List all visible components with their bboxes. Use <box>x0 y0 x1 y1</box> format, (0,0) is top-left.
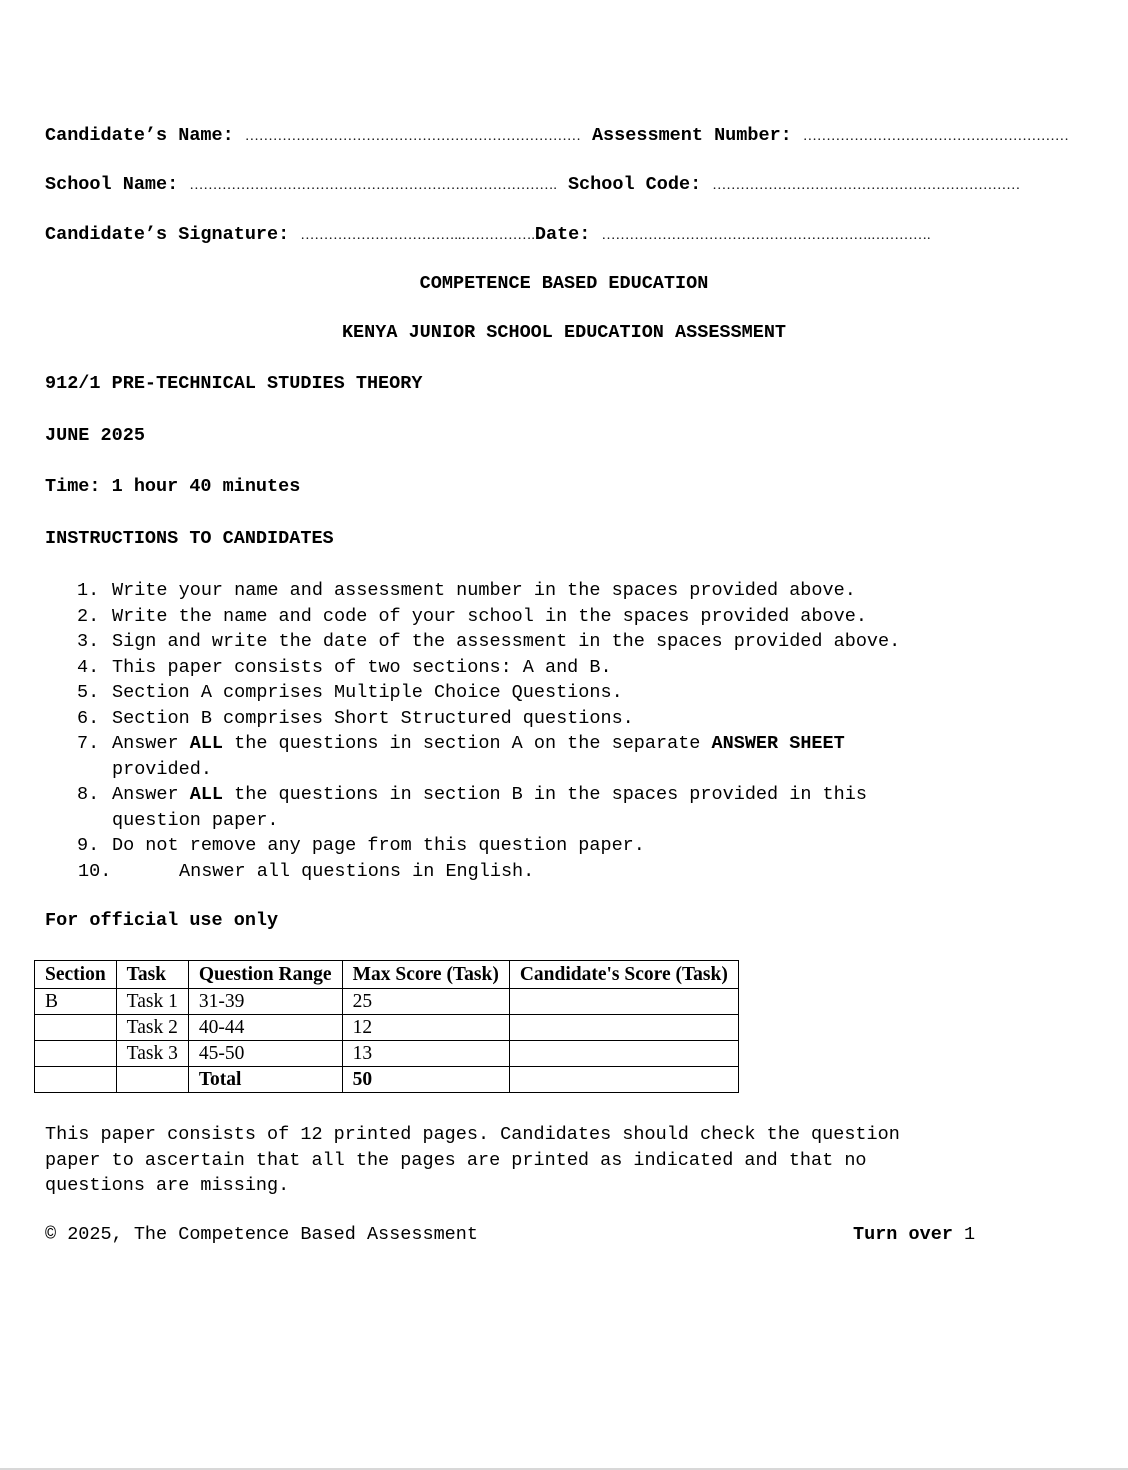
instruction-number: 8. <box>77 784 100 805</box>
instruction-emphasis: ALL <box>189 733 224 754</box>
instruction-emphasis: ALL <box>189 784 224 805</box>
candidate-name-label: Candidate’s Name: <box>45 125 234 146</box>
instruction-text: Write the name and code of your school in the spaces provided above. <box>112 605 867 627</box>
score-table-header <box>35 961 739 989</box>
instruction-number: 3. <box>77 631 100 652</box>
turn-over-label: Turn over <box>853 1224 953 1245</box>
instruction-text: Sign and write the date of the assessment in the spaces provided above. <box>112 631 901 652</box>
score-entry-cell[interactable] <box>509 1015 738 1041</box>
instruction-text: Do not remove any page from this question paper. <box>112 835 645 856</box>
title-competence: COMPETENCE BASED EDUCATION <box>419 273 709 294</box>
school-row <box>45 174 1020 197</box>
instruction-text: Answer <box>112 733 190 754</box>
official-use-heading: For official use only <box>45 910 279 931</box>
pages-note <box>45 1122 900 1199</box>
instruction-text: question paper. <box>112 809 279 831</box>
instruction-item <box>45 731 900 782</box>
candidate-name-field[interactable]: ……………………………………………………………… <box>244 129 581 144</box>
instruction-text: Answer all questions in English. <box>179 860 535 882</box>
instruction-number: 10. <box>78 860 112 882</box>
instruction-item <box>45 604 900 630</box>
table-cell <box>35 1067 117 1093</box>
table-row <box>35 1041 739 1067</box>
instruction-number: 6. <box>77 707 100 729</box>
table-row <box>35 989 739 1015</box>
table-row-total <box>35 1067 739 1093</box>
instruction-text: the questions in section B in the spaces provided in this <box>223 784 867 805</box>
instruction-text: the questions in section A on the separate <box>223 733 712 754</box>
table-cell: 40-44 <box>188 1015 342 1041</box>
instruction-number: 1. <box>77 580 100 601</box>
assessment-number-field[interactable]: ………………………………………………… <box>802 129 1069 144</box>
candidate-name-row <box>45 125 1069 148</box>
column-header: Max Score (Task) <box>342 961 509 989</box>
score-entry-cell[interactable] <box>509 1041 738 1067</box>
total-label: Total <box>188 1067 342 1093</box>
table-cell: 12 <box>342 1015 509 1041</box>
school-code-field[interactable]: ………………………………………………………… <box>712 178 1021 193</box>
table-cell: Task 2 <box>116 1015 188 1041</box>
column-header: Section <box>35 961 117 989</box>
turn-over-indicator <box>853 1224 975 1246</box>
date-field[interactable]: ………………………………………………….…………. <box>601 228 931 243</box>
instructions-heading: INSTRUCTIONS TO CANDIDATES <box>45 528 334 549</box>
school-name-label: School Name: <box>45 174 179 195</box>
copyright-notice: © 2025, The Competence Based Assessment <box>45 1224 478 1245</box>
instruction-item <box>45 706 900 732</box>
table-cell: B <box>35 989 117 1015</box>
table-cell: 13 <box>342 1041 509 1067</box>
instruction-text: This paper consists of two sections: A and B. <box>112 656 612 678</box>
instruction-number: 2. <box>77 605 100 627</box>
school-code-label: School Code: <box>567 174 702 195</box>
pages-note-line: This paper consists of 12 printed pages. Candidates should check the question <box>45 1124 900 1145</box>
signature-label: Candidate’s Signature: <box>45 224 290 245</box>
total-max-score: 50 <box>342 1067 509 1093</box>
title-kenya-assessment: KENYA JUNIOR SCHOOL EDUCATION ASSESSMENT <box>341 322 787 343</box>
instruction-item <box>45 578 900 604</box>
instruction-number: 9. <box>77 835 100 856</box>
page-number: 1 <box>964 1224 976 1245</box>
signature-row <box>45 224 930 247</box>
table-cell: 31-39 <box>188 989 342 1015</box>
score-table <box>34 960 739 1093</box>
instruction-number: 4. <box>77 656 100 678</box>
paper-date: JUNE 2025 <box>45 425 145 446</box>
signature-field[interactable]: ……………………………..……………. <box>300 228 535 243</box>
instruction-item <box>45 655 900 681</box>
instruction-item <box>45 859 900 885</box>
paper-code-title: 912/1 PRE-TECHNICAL STUDIES THEORY <box>45 373 423 394</box>
instruction-number: 5. <box>77 682 100 703</box>
instruction-item <box>45 680 900 706</box>
table-cell <box>35 1041 117 1067</box>
table-cell: 25 <box>342 989 509 1015</box>
instruction-text: Section B comprises Short Structured questions. <box>112 707 634 729</box>
score-entry-cell[interactable] <box>509 989 738 1015</box>
pages-note-line: questions are missing. <box>45 1175 290 1196</box>
school-name-field[interactable]: ……………………………………………………………………. <box>189 178 557 193</box>
table-row <box>35 1015 739 1041</box>
instruction-number: 7. <box>77 733 100 754</box>
instruction-item <box>45 629 900 655</box>
instruction-item <box>45 833 900 859</box>
table-cell: Task 1 <box>116 989 188 1015</box>
paper-time: Time: 1 hour 40 minutes <box>45 476 301 497</box>
pages-note-line: paper to ascertain that all the pages are printed as indicated and that no <box>45 1149 867 1171</box>
score-entry-cell[interactable] <box>509 1067 738 1093</box>
column-header: Task <box>116 961 188 989</box>
instruction-text: provided. <box>112 758 212 780</box>
instruction-text: Write your name and assessment number in the spaces provided above. <box>112 580 856 601</box>
table-cell <box>35 1015 117 1041</box>
assessment-number-label: Assessment Number: <box>591 125 792 146</box>
date-label: Date: <box>534 224 591 245</box>
column-header: Candidate's Score (Task) <box>509 961 738 989</box>
instructions-list <box>45 578 900 884</box>
table-cell: 45-50 <box>188 1041 342 1067</box>
table-cell: Task 3 <box>116 1041 188 1067</box>
instruction-text: Section A comprises Multiple Choice Questions. <box>112 682 623 703</box>
instruction-item <box>45 782 900 833</box>
column-header: Question Range <box>188 961 342 989</box>
instruction-emphasis: ANSWER SHEET <box>711 733 845 754</box>
table-cell <box>116 1067 188 1093</box>
instruction-text: Answer <box>112 784 190 805</box>
